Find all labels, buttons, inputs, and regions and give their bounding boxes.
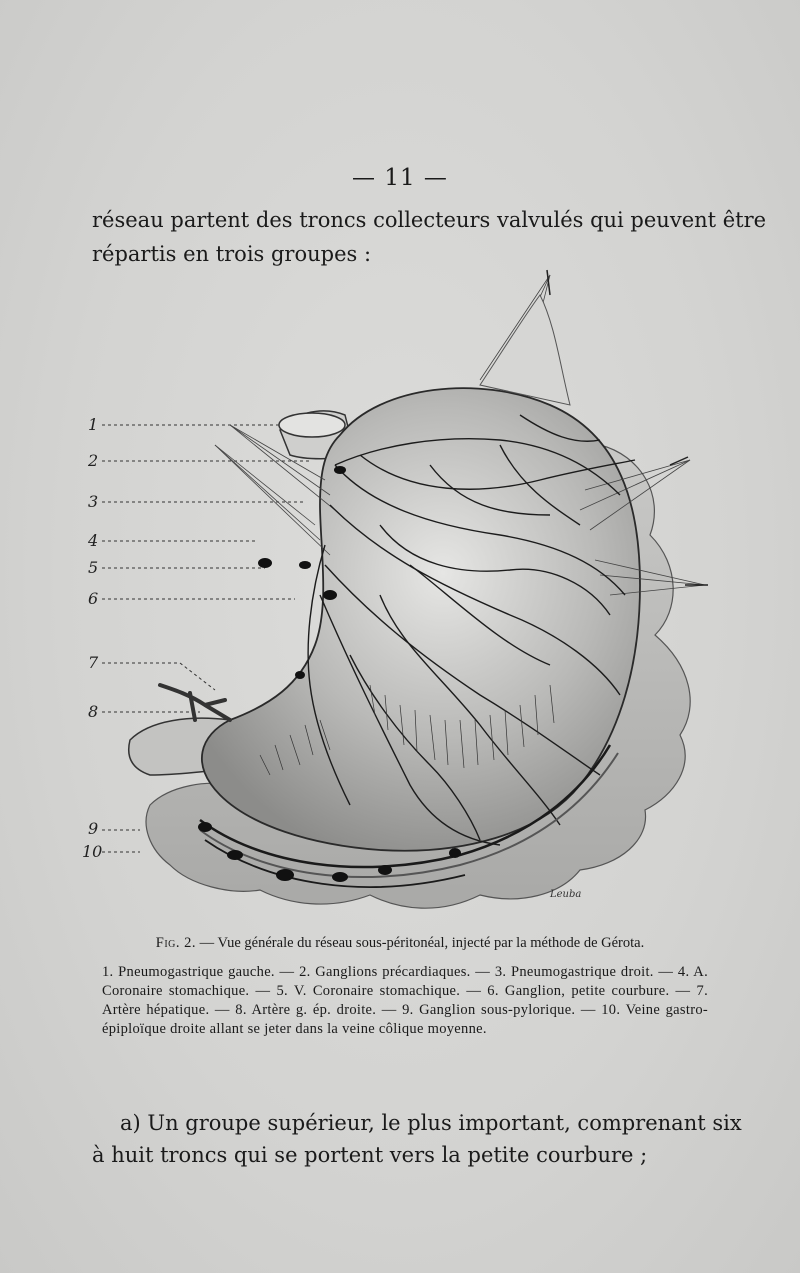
caption-legend: 1. Pneumogastrique gauche. — 2. Ganglions précardiaques. — 3. Pneumogastrique droit. — 4. A. Coronaire stomachique. — 5. V. Coronaire stomachique. — 6. Ganglion, petite courbure. — 7. Artère hépatique. — 8. Artère g. ép. droite. — 9. Ganglion sous-pylorique. — 10. Veine gastro-épiploïque droite allant se jeter dans la veine côlique moyenne. xyxy=(102,964,708,1037)
intro-paragraph xyxy=(92,203,767,271)
figure-label-1: 1 xyxy=(88,415,99,434)
gastrosplenic-membrane xyxy=(480,295,570,405)
stomach-body xyxy=(202,388,640,851)
figure-label-7: 7 xyxy=(88,653,99,672)
closing-paragraph xyxy=(92,1107,742,1171)
figure-label-2: 2 xyxy=(88,451,99,470)
figure-label-8: 8 xyxy=(88,702,99,721)
stomach-lymphatic-illustration xyxy=(80,265,720,925)
closing-line-2: à huit troncs qui se portent vers la petite courbure ; xyxy=(92,1143,648,1167)
figure-caption xyxy=(92,934,708,1039)
closing-line-1: a) Un groupe supérieur, le plus important, comprenant six xyxy=(120,1111,742,1135)
caption-figure-ref: Fig. 2. xyxy=(155,935,197,951)
caption-title xyxy=(92,934,708,953)
figure-label-4: 4 xyxy=(88,531,99,550)
figure-label-6: 6 xyxy=(88,589,99,608)
figure-label-5: 5 xyxy=(88,558,99,577)
intro-line-2: répartis en trois groupes : xyxy=(92,242,372,266)
artist-signature: Leuba xyxy=(550,889,582,900)
figure-label-9: 9 xyxy=(88,819,99,838)
figure-label-10: 10 xyxy=(82,842,103,861)
anatomical-figure xyxy=(80,265,720,925)
caption-title-text: — Vue générale du réseau sous-péritonéal, injecté par la méthode de Gérota. xyxy=(196,935,645,951)
page-number: — 11 — xyxy=(352,165,448,191)
hepatic-artery xyxy=(160,685,230,720)
figure-label-3: 3 xyxy=(88,492,99,511)
intro-line-1: réseau partent des troncs collecteurs valvulés qui peuvent être xyxy=(92,208,767,232)
